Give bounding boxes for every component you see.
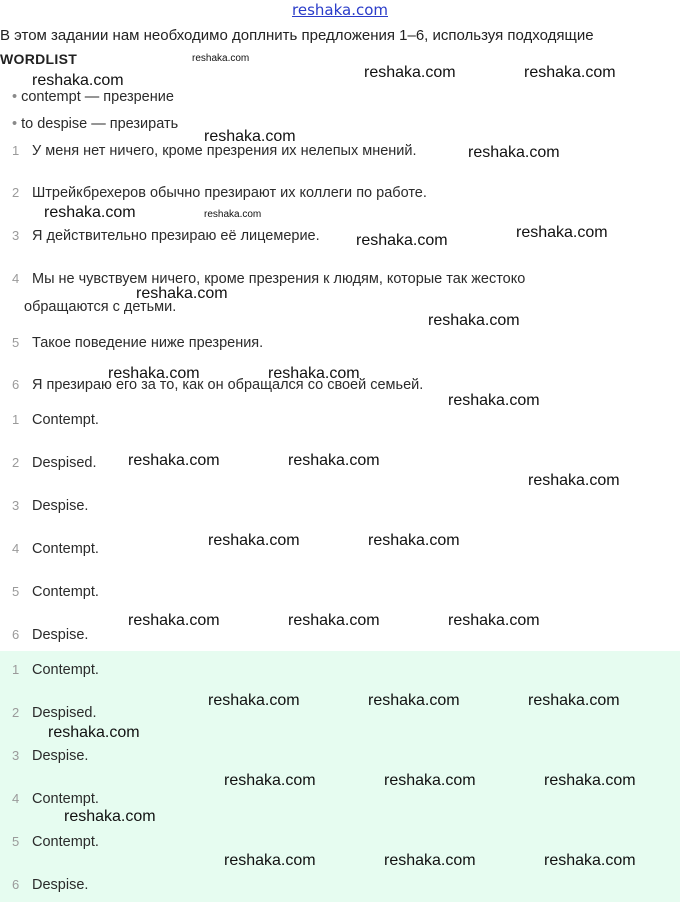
sentence-text: Я действительно презираю её лицемерие. <box>32 228 320 244</box>
row-number: 1 <box>12 412 20 427</box>
watermark: reshaka.com <box>128 612 220 629</box>
watermark: reshaka.com <box>448 612 540 629</box>
watermark: reshaka.com <box>204 128 296 145</box>
row-number: 1 <box>12 662 20 677</box>
sentence-text: Штрейкбрехеров обычно презирают их коллеги по работе. <box>32 185 427 201</box>
row-number: 2 <box>12 705 20 720</box>
highlighted-answer-row <box>12 748 88 764</box>
watermark: reshaka.com <box>364 64 456 81</box>
watermark: reshaka.com <box>524 64 616 81</box>
sentence-text: Я презираю его за то, как он обращался со своей семьей. <box>32 377 424 393</box>
row-number: 6 <box>12 877 20 892</box>
wordlist-item <box>12 116 178 132</box>
watermark: reshaka.com <box>136 285 228 302</box>
watermark: reshaka.com <box>288 452 380 469</box>
row-number: 3 <box>12 748 20 763</box>
row-number: 5 <box>12 335 20 350</box>
watermark: reshaka.com <box>128 452 220 469</box>
highlighted-answer-row <box>12 791 99 807</box>
row-number: 2 <box>12 455 20 470</box>
answer-text: Despise. <box>32 627 89 643</box>
bullet-icon: • <box>12 116 18 132</box>
watermark: reshaka.com <box>448 392 540 409</box>
watermark: reshaka.com <box>368 692 460 709</box>
answer-row <box>12 498 88 514</box>
wordlist-item-text: contempt — презрение <box>21 89 174 105</box>
watermark: reshaka.com <box>32 72 124 89</box>
highlighted-answer-row <box>12 662 99 678</box>
answer-text: Despise. <box>32 748 89 764</box>
watermark: reshaka.com <box>544 852 636 869</box>
answer-text: Despise. <box>32 877 89 893</box>
watermark: reshaka.com <box>528 692 620 709</box>
row-number: 5 <box>12 584 20 599</box>
row-number: 3 <box>12 228 20 243</box>
watermark: reshaka.com <box>64 808 156 825</box>
sentence-row <box>12 335 263 351</box>
row-number: 6 <box>12 377 20 392</box>
sentence-text: У меня нет ничего, кроме презрения их нелепых мнений. <box>32 143 417 159</box>
wordlist-item <box>12 89 174 105</box>
watermark: reshaka.com <box>356 232 448 249</box>
answer-text: Despise. <box>32 498 89 514</box>
row-number: 2 <box>12 185 20 200</box>
watermark: reshaka.com <box>44 204 136 221</box>
answer-row <box>12 584 99 600</box>
sentence-continuation: обращаются с детьми. <box>24 299 177 315</box>
sentence-row <box>12 228 320 244</box>
watermark: reshaka.com <box>384 772 476 789</box>
sentence-row <box>12 185 427 201</box>
site-link[interactable]: reshaka.com <box>292 1 388 19</box>
watermark: reshaka.com <box>368 532 460 549</box>
watermark: reshaka.com <box>224 852 316 869</box>
answer-text: Contempt. <box>32 662 99 678</box>
row-number: 1 <box>12 143 20 158</box>
answer-text: Contempt. <box>32 412 99 428</box>
answer-row <box>12 412 99 428</box>
answer-row <box>12 627 88 643</box>
answer-text: Despised. <box>32 455 97 471</box>
watermark: reshaka.com <box>544 772 636 789</box>
sentence-text: Мы не чувствуем ничего, кроме презрения к людям, которые так жестоко <box>32 271 526 287</box>
highlighted-answer-row <box>12 877 88 893</box>
watermark: reshaka.com <box>516 224 608 241</box>
intro-text: В этом задании нам необходимо доплнить предложения 1–6, используя подходящие <box>0 27 594 44</box>
row-number: 5 <box>12 834 20 849</box>
watermark: reshaka.com <box>288 612 380 629</box>
answer-row <box>12 541 99 557</box>
answer-text: Contempt. <box>32 541 99 557</box>
row-number: 6 <box>12 627 20 642</box>
watermark: reshaka.com <box>204 209 262 220</box>
wordlist-item-text: to despise — презирать <box>21 116 179 132</box>
watermark: reshaka.com <box>468 144 560 161</box>
answer-text: Contempt. <box>32 834 99 850</box>
bullet-icon: • <box>12 89 18 105</box>
watermark: reshaka.com <box>428 312 520 329</box>
row-number: 3 <box>12 498 20 513</box>
highlighted-answer-row <box>12 705 96 721</box>
watermark: reshaka.com <box>208 532 300 549</box>
watermark: reshaka.com <box>208 692 300 709</box>
answer-text: Contempt. <box>32 791 99 807</box>
row-number: 4 <box>12 271 20 286</box>
watermark: reshaka.com <box>528 472 620 489</box>
watermark: reshaka.com <box>384 852 476 869</box>
highlighted-answer-row <box>12 834 99 850</box>
sentence-row <box>12 271 525 287</box>
watermark: reshaka.com <box>48 724 140 741</box>
sentence-text: Такое поведение ниже презрения. <box>32 335 264 351</box>
answer-row <box>12 455 96 471</box>
watermark: reshaka.com <box>268 365 360 382</box>
answer-text: Contempt. <box>32 584 99 600</box>
watermark: reshaka.com <box>192 53 250 64</box>
row-number: 4 <box>12 791 20 806</box>
answer-text: Despised. <box>32 705 97 721</box>
sentence-row <box>12 377 423 393</box>
row-number: 4 <box>12 541 20 556</box>
wordlist-heading: WORDLIST <box>0 51 78 67</box>
watermark: reshaka.com <box>224 772 316 789</box>
watermark: reshaka.com <box>108 365 200 382</box>
